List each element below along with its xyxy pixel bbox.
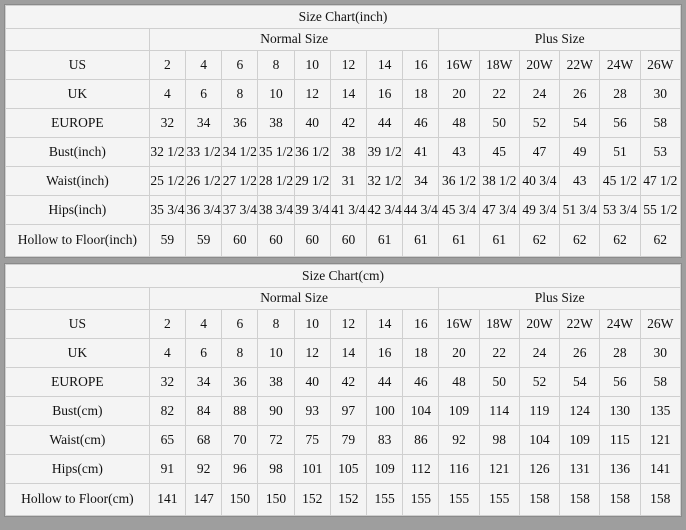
table-cell: 104 (403, 397, 439, 426)
table-cell: 53 3/4 (600, 196, 640, 225)
table-cell: 30 (640, 80, 680, 109)
table-cell: 30 (640, 339, 680, 368)
table-cell: 32 (149, 368, 185, 397)
table-cell: 36 1/2 (294, 138, 330, 167)
table-cell: 62 (600, 225, 640, 257)
table-cell: 20 (439, 339, 479, 368)
table-row (6, 339, 681, 368)
table-cell: 38 (258, 109, 294, 138)
table-cell: 105 (330, 455, 366, 484)
table-cell: 44 3/4 (403, 196, 439, 225)
table-cell: 22 (479, 80, 519, 109)
table-cell: 150 (258, 484, 294, 516)
table-cell: 72 (258, 426, 294, 455)
table-cell: 22W (560, 310, 600, 339)
table-cell: 26 (560, 339, 600, 368)
table-cell: 43 (439, 138, 479, 167)
table-cell: 6 (222, 310, 258, 339)
table-cell: 68 (186, 426, 222, 455)
table-cell: 65 (149, 426, 185, 455)
table-cell: 101 (294, 455, 330, 484)
table-cell: 124 (560, 397, 600, 426)
table-cell: 34 (186, 109, 222, 138)
table-cell: 91 (149, 455, 185, 484)
table-cell: 6 (186, 80, 222, 109)
table-row (6, 225, 681, 257)
row-label: UK (6, 80, 150, 109)
table-cell: 92 (186, 455, 222, 484)
table-cell: 12 (330, 51, 366, 80)
table-cell: 98 (258, 455, 294, 484)
table-cell: 42 3/4 (367, 196, 403, 225)
table-cell: 86 (403, 426, 439, 455)
table-cell: 88 (222, 397, 258, 426)
table-cell: 58 (640, 368, 680, 397)
table-cell: 93 (294, 397, 330, 426)
table-row (6, 51, 681, 80)
table-cell: 20W (519, 310, 559, 339)
table-cell: 24 (519, 80, 559, 109)
table-row (6, 484, 681, 516)
table-cell: 38 1/2 (479, 167, 519, 196)
table-cell: 43 (560, 167, 600, 196)
table-cell: 60 (294, 225, 330, 257)
table-cell: 34 (403, 167, 439, 196)
table-cell: 50 (479, 368, 519, 397)
table-cell: 158 (640, 484, 680, 516)
chart-title-row (6, 265, 681, 288)
table-row (6, 426, 681, 455)
row-label: Hips(inch) (6, 196, 150, 225)
table-cell: 42 (330, 109, 366, 138)
table-cell: 36 (222, 109, 258, 138)
table-cell: 16 (403, 51, 439, 80)
table-cell: 26W (640, 310, 680, 339)
table-cell: 14 (330, 339, 366, 368)
table-cell: 2 (149, 51, 185, 80)
chart-title: Size Chart(inch) (6, 6, 681, 29)
table-cell: 38 3/4 (258, 196, 294, 225)
table-cell: 61 (439, 225, 479, 257)
table-cell: 46 (403, 368, 439, 397)
table-cell: 4 (186, 310, 222, 339)
table-cell: 121 (479, 455, 519, 484)
table-cell: 25 1/2 (149, 167, 185, 196)
table-cell: 141 (640, 455, 680, 484)
table-cell: 58 (640, 109, 680, 138)
row-label: Hollow to Floor(inch) (6, 225, 150, 257)
table-cell: 10 (258, 80, 294, 109)
table-cell: 52 (519, 368, 559, 397)
table-cell: 46 (403, 109, 439, 138)
chart-title: Size Chart(cm) (6, 265, 681, 288)
table-cell: 18 (403, 339, 439, 368)
table-cell: 147 (186, 484, 222, 516)
table-cell: 62 (560, 225, 600, 257)
table-cell: 155 (367, 484, 403, 516)
table-row (6, 196, 681, 225)
table-cell: 75 (294, 426, 330, 455)
table-cell: 47 3/4 (479, 196, 519, 225)
table-cell: 141 (149, 484, 185, 516)
table-cell: 79 (330, 426, 366, 455)
table-cell: 40 (294, 368, 330, 397)
table-cell: 158 (519, 484, 559, 516)
table-cell: 16 (403, 310, 439, 339)
table-cell: 131 (560, 455, 600, 484)
table-cell: 16 (367, 80, 403, 109)
table-cell: 45 (479, 138, 519, 167)
table-cell: 14 (367, 51, 403, 80)
table-cell: 22W (560, 51, 600, 80)
table-cell: 24 (519, 339, 559, 368)
table-cell: 130 (600, 397, 640, 426)
table-cell: 126 (519, 455, 559, 484)
table-cell: 119 (519, 397, 559, 426)
table-cell: 34 1/2 (222, 138, 258, 167)
table-row (6, 310, 681, 339)
table-cell: 115 (600, 426, 640, 455)
group-header-normal: Normal Size (149, 29, 439, 51)
table-cell: 18W (479, 51, 519, 80)
table-cell: 49 (560, 138, 600, 167)
group-header-row (6, 288, 681, 310)
table-cell: 35 1/2 (258, 138, 294, 167)
table-cell: 4 (186, 51, 222, 80)
table-cell: 59 (186, 225, 222, 257)
table-cell: 136 (600, 455, 640, 484)
table-cell: 56 (600, 368, 640, 397)
table-cell: 155 (403, 484, 439, 516)
table-cell: 28 (600, 339, 640, 368)
table-cell: 16 (367, 339, 403, 368)
table-cell: 8 (258, 310, 294, 339)
group-header-row (6, 29, 681, 51)
table-cell: 20 (439, 80, 479, 109)
table-row (6, 397, 681, 426)
table-cell: 116 (439, 455, 479, 484)
table-cell: 61 (367, 225, 403, 257)
table-cell: 47 (519, 138, 559, 167)
size-chart-inch (4, 4, 682, 258)
table-cell: 28 (600, 80, 640, 109)
table-cell: 155 (479, 484, 519, 516)
table-cell: 83 (367, 426, 403, 455)
row-label: Hollow to Floor(cm) (6, 484, 150, 516)
table-cell: 61 (403, 225, 439, 257)
table-cell: 10 (294, 310, 330, 339)
table-cell: 60 (258, 225, 294, 257)
table-cell: 54 (560, 368, 600, 397)
table-cell: 59 (149, 225, 185, 257)
table-cell: 39 1/2 (367, 138, 403, 167)
group-header-normal: Normal Size (149, 288, 439, 310)
table-cell: 24W (600, 310, 640, 339)
table-cell: 52 (519, 109, 559, 138)
table-cell: 44 (367, 368, 403, 397)
row-label: Hips(cm) (6, 455, 150, 484)
table-cell: 155 (439, 484, 479, 516)
table-cell: 29 1/2 (294, 167, 330, 196)
table-cell: 109 (439, 397, 479, 426)
table-cell: 14 (367, 310, 403, 339)
table-cell: 14 (330, 80, 366, 109)
chart-title-row (6, 6, 681, 29)
table-cell: 82 (149, 397, 185, 426)
table-cell: 92 (439, 426, 479, 455)
table-cell: 8 (258, 51, 294, 80)
table-cell: 8 (222, 339, 258, 368)
table-cell: 36 1/2 (439, 167, 479, 196)
table-cell: 6 (186, 339, 222, 368)
table-cell: 158 (600, 484, 640, 516)
table-cell: 62 (640, 225, 680, 257)
table-cell: 4 (149, 339, 185, 368)
table-cell: 152 (294, 484, 330, 516)
table-cell: 34 (186, 368, 222, 397)
table-cell: 33 1/2 (186, 138, 222, 167)
table-cell: 100 (367, 397, 403, 426)
table-row (6, 138, 681, 167)
size-chart-cm (4, 263, 682, 517)
table-cell: 39 3/4 (294, 196, 330, 225)
table-cell: 35 3/4 (149, 196, 185, 225)
table-cell: 16W (439, 51, 479, 80)
table-cell: 31 (330, 167, 366, 196)
table-cell: 150 (222, 484, 258, 516)
table-cell: 104 (519, 426, 559, 455)
table-cell: 38 (330, 138, 366, 167)
row-label: Waist(cm) (6, 426, 150, 455)
table-cell: 32 1/2 (367, 167, 403, 196)
table-cell: 41 (403, 138, 439, 167)
table-row (6, 368, 681, 397)
table-cell: 61 (479, 225, 519, 257)
table-cell: 28 1/2 (258, 167, 294, 196)
table-cell: 26W (640, 51, 680, 80)
table-cell: 32 1/2 (149, 138, 185, 167)
table-cell: 114 (479, 397, 519, 426)
row-label: US (6, 51, 150, 80)
group-header-blank (6, 288, 150, 310)
table-cell: 12 (294, 339, 330, 368)
row-label: Bust(cm) (6, 397, 150, 426)
table-cell: 37 3/4 (222, 196, 258, 225)
size-chart-cm-table (5, 264, 681, 516)
table-cell: 70 (222, 426, 258, 455)
row-label: Bust(inch) (6, 138, 150, 167)
table-cell: 112 (403, 455, 439, 484)
table-cell: 152 (330, 484, 366, 516)
table-cell: 44 (367, 109, 403, 138)
table-cell: 12 (330, 310, 366, 339)
table-cell: 18 (403, 80, 439, 109)
table-cell: 18W (479, 310, 519, 339)
table-cell: 84 (186, 397, 222, 426)
table-cell: 20W (519, 51, 559, 80)
table-cell: 51 3/4 (560, 196, 600, 225)
table-cell: 2 (149, 310, 185, 339)
table-cell: 55 1/2 (640, 196, 680, 225)
row-label: EUROPE (6, 368, 150, 397)
table-cell: 54 (560, 109, 600, 138)
table-cell: 24W (600, 51, 640, 80)
table-cell: 90 (258, 397, 294, 426)
table-cell: 36 (222, 368, 258, 397)
table-cell: 16W (439, 310, 479, 339)
table-cell: 41 3/4 (330, 196, 366, 225)
table-cell: 49 3/4 (519, 196, 559, 225)
table-cell: 32 (149, 109, 185, 138)
table-cell: 135 (640, 397, 680, 426)
table-cell: 22 (479, 339, 519, 368)
table-cell: 121 (640, 426, 680, 455)
table-cell: 45 3/4 (439, 196, 479, 225)
table-cell: 4 (149, 80, 185, 109)
row-label: UK (6, 339, 150, 368)
table-cell: 42 (330, 368, 366, 397)
group-header-plus: Plus Size (439, 288, 681, 310)
table-cell: 40 3/4 (519, 167, 559, 196)
size-chart-inch-table (5, 5, 681, 257)
group-header-plus: Plus Size (439, 29, 681, 51)
table-cell: 47 1/2 (640, 167, 680, 196)
table-cell: 12 (294, 80, 330, 109)
table-cell: 48 (439, 368, 479, 397)
table-cell: 60 (330, 225, 366, 257)
table-cell: 45 1/2 (600, 167, 640, 196)
table-cell: 48 (439, 109, 479, 138)
table-cell: 26 1/2 (186, 167, 222, 196)
table-cell: 109 (560, 426, 600, 455)
table-cell: 56 (600, 109, 640, 138)
table-cell: 6 (222, 51, 258, 80)
row-label: EUROPE (6, 109, 150, 138)
row-label: Waist(inch) (6, 167, 150, 196)
table-cell: 8 (222, 80, 258, 109)
table-cell: 38 (258, 368, 294, 397)
table-cell: 27 1/2 (222, 167, 258, 196)
table-cell: 60 (222, 225, 258, 257)
row-label: US (6, 310, 150, 339)
table-row (6, 455, 681, 484)
group-header-blank (6, 29, 150, 51)
table-cell: 109 (367, 455, 403, 484)
table-cell: 96 (222, 455, 258, 484)
table-cell: 62 (519, 225, 559, 257)
table-row (6, 109, 681, 138)
table-row (6, 167, 681, 196)
table-cell: 10 (258, 339, 294, 368)
table-cell: 53 (640, 138, 680, 167)
table-cell: 36 3/4 (186, 196, 222, 225)
table-row (6, 80, 681, 109)
table-cell: 26 (560, 80, 600, 109)
table-cell: 40 (294, 109, 330, 138)
table-cell: 10 (294, 51, 330, 80)
table-cell: 158 (560, 484, 600, 516)
table-cell: 98 (479, 426, 519, 455)
table-cell: 50 (479, 109, 519, 138)
table-cell: 51 (600, 138, 640, 167)
table-cell: 97 (330, 397, 366, 426)
